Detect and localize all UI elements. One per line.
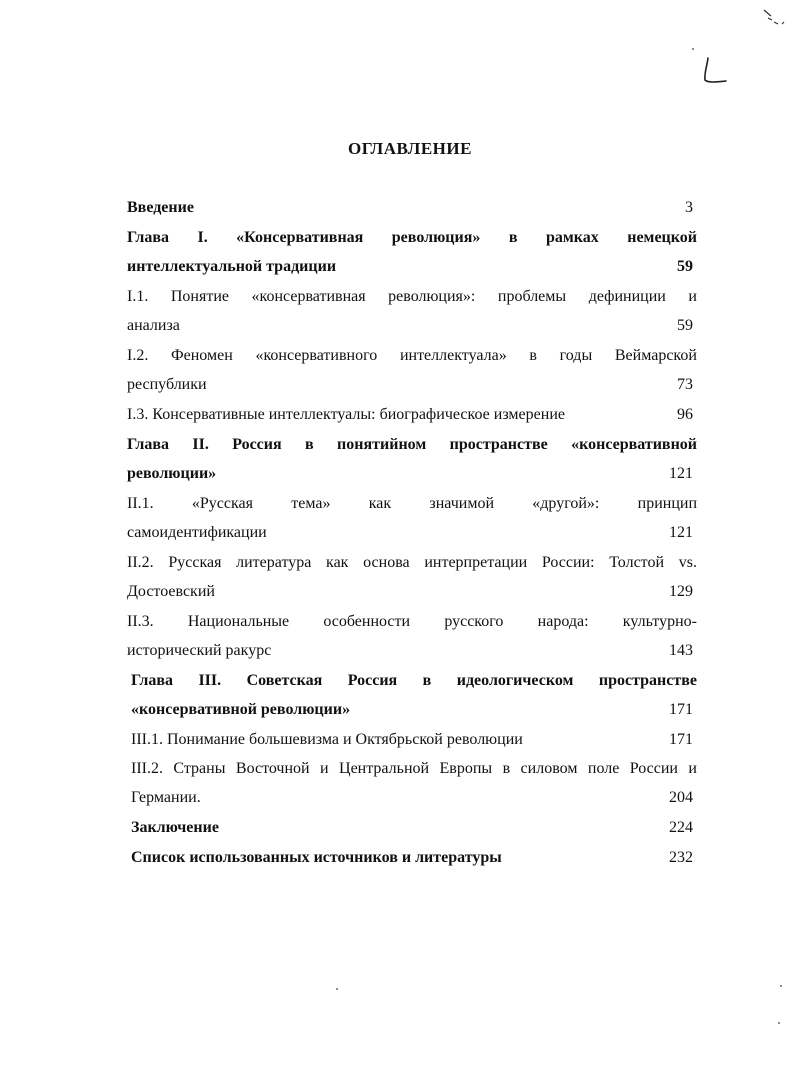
word: революция»:: [388, 288, 476, 305]
toc-entry-section-2-1: [127, 493, 697, 515]
toc-entry-chapter-1-cont: интеллектуальной традиции: [127, 258, 337, 275]
word: в: [502, 760, 511, 777]
word: основа: [363, 554, 410, 571]
word: русского: [444, 613, 504, 630]
page-number: 224: [669, 819, 693, 836]
toc-entry-section-3-2: [131, 758, 697, 780]
word: III.2.: [131, 760, 163, 777]
page-number: 232: [669, 849, 693, 866]
word: Понятие: [170, 288, 229, 305]
word: II.3.: [127, 613, 154, 630]
word: в: [529, 347, 537, 364]
word: проблемы: [497, 288, 567, 305]
word: Россия: [347, 672, 398, 689]
toc-entry-section-2-2-cont: Достоевский: [127, 583, 215, 600]
word: годы: [559, 347, 593, 364]
word: силовом: [520, 760, 578, 777]
word: России:: [541, 554, 595, 571]
toc-entry-intro: Введение: [127, 199, 194, 216]
word: Россия: [232, 436, 282, 453]
word: интеллектуала»: [399, 347, 507, 364]
word: III.: [198, 672, 222, 689]
word: I.: [197, 229, 208, 246]
word: Русская: [168, 554, 222, 571]
word: Глава: [127, 436, 169, 453]
word: Центральной: [339, 760, 430, 777]
word: Советская: [246, 672, 323, 689]
word: и: [688, 288, 697, 305]
word: понятийном: [337, 436, 427, 453]
word: Глава: [127, 229, 169, 246]
word: I.2.: [127, 347, 149, 364]
word: поле: [587, 760, 620, 777]
word: Национальные: [187, 613, 290, 630]
word: и: [320, 760, 329, 777]
toc-entry-chapter-1: [127, 227, 697, 249]
word: тема»: [291, 495, 331, 512]
word: и: [688, 760, 697, 777]
toc-entry-section-2-1-cont: самоидентификации: [127, 524, 267, 541]
page-number: 129: [669, 583, 693, 600]
word: идеологическом: [456, 672, 574, 689]
page-number: 73: [677, 376, 693, 393]
word: vs.: [678, 554, 697, 571]
word: в: [508, 229, 518, 246]
word: рамках: [545, 229, 599, 246]
word: как: [368, 495, 392, 512]
word: «другой»:: [532, 495, 600, 512]
word: как: [326, 554, 349, 571]
scan-speck: [336, 988, 338, 990]
toc-entry-section-2-3-cont: исторический ракурс: [127, 642, 272, 659]
word: II.: [192, 436, 209, 453]
word: в: [305, 436, 314, 453]
page-number: 3: [685, 199, 693, 216]
toc-entry-section-2-2: [127, 552, 697, 574]
word: Европы: [439, 760, 493, 777]
word: I.1.: [127, 288, 149, 305]
page-number: 121: [669, 465, 693, 482]
scan-speck: [780, 985, 782, 987]
word: II.1.: [127, 495, 154, 512]
word: народа:: [537, 613, 589, 630]
word: «консервативной: [571, 436, 697, 453]
word: Толстой: [609, 554, 665, 571]
toc-entry-chapter-2: [127, 434, 697, 456]
word: интерпретации: [424, 554, 528, 571]
word: Восточной: [235, 760, 310, 777]
word: значимой: [429, 495, 495, 512]
toc-entry-section-1-1: [127, 286, 697, 308]
toc-entry-chapter-3: [131, 670, 697, 692]
word: дефиниции: [588, 288, 666, 305]
toc-entry-section-1-1-cont: анализа: [127, 317, 180, 334]
word: Веймарской: [614, 347, 697, 364]
page-title: ОГЛАВЛЕНИЕ: [348, 139, 472, 158]
word: в: [422, 672, 432, 689]
scan-artifact-icon: [762, 6, 788, 32]
toc-entry-section-3-2-cont: Германии.: [131, 789, 201, 806]
word: «Русская: [191, 495, 253, 512]
word: Страны: [173, 760, 226, 777]
page-number: 143: [669, 642, 693, 659]
word: Феномен: [171, 347, 233, 364]
word: России: [629, 760, 678, 777]
page-number: 96: [677, 406, 693, 423]
word: принцип: [637, 495, 697, 512]
toc-entry-section-1-3: I.3. Консервативные интеллектуалы: биографическое измерение: [127, 406, 565, 423]
page-number: 59: [677, 258, 693, 275]
toc-entry-section-2-3: [127, 611, 697, 633]
toc-entry-bibliography: Список использованных источников и литературы: [131, 849, 502, 866]
toc-entry-chapter-2-cont: революции»: [127, 465, 217, 482]
page-number: 204: [669, 789, 693, 806]
toc-entry-section-1-2-cont: республики: [127, 376, 207, 393]
word: «Консервативная: [236, 229, 364, 246]
toc-entry-chapter-3-cont: «консервативной революции»: [131, 701, 351, 718]
word: Глава: [131, 672, 173, 689]
word: II.2.: [127, 554, 154, 571]
word: немецкой: [627, 229, 697, 246]
word: «консервативная: [251, 288, 366, 305]
word: литература: [236, 554, 312, 571]
scan-speck: [778, 1022, 780, 1024]
page-number: 121: [669, 524, 693, 541]
word: особенности: [323, 613, 411, 630]
toc-entry-section-3-1: III.1. Понимание большевизма и Октябрьской революции: [131, 731, 523, 748]
word: революция»: [391, 229, 481, 246]
handwritten-mark-icon: [700, 54, 730, 88]
word: пространстве: [449, 436, 548, 453]
scan-speck: [692, 48, 694, 50]
page-number: 171: [669, 701, 693, 718]
page-number: 171: [669, 731, 693, 748]
page-number: 59: [677, 317, 693, 334]
word: культурно-: [622, 613, 697, 630]
toc-entry-conclusion: Заключение: [131, 819, 219, 836]
toc-entry-section-1-2: [127, 345, 697, 367]
word: пространстве: [598, 672, 697, 689]
word: «консервативного: [255, 347, 378, 364]
